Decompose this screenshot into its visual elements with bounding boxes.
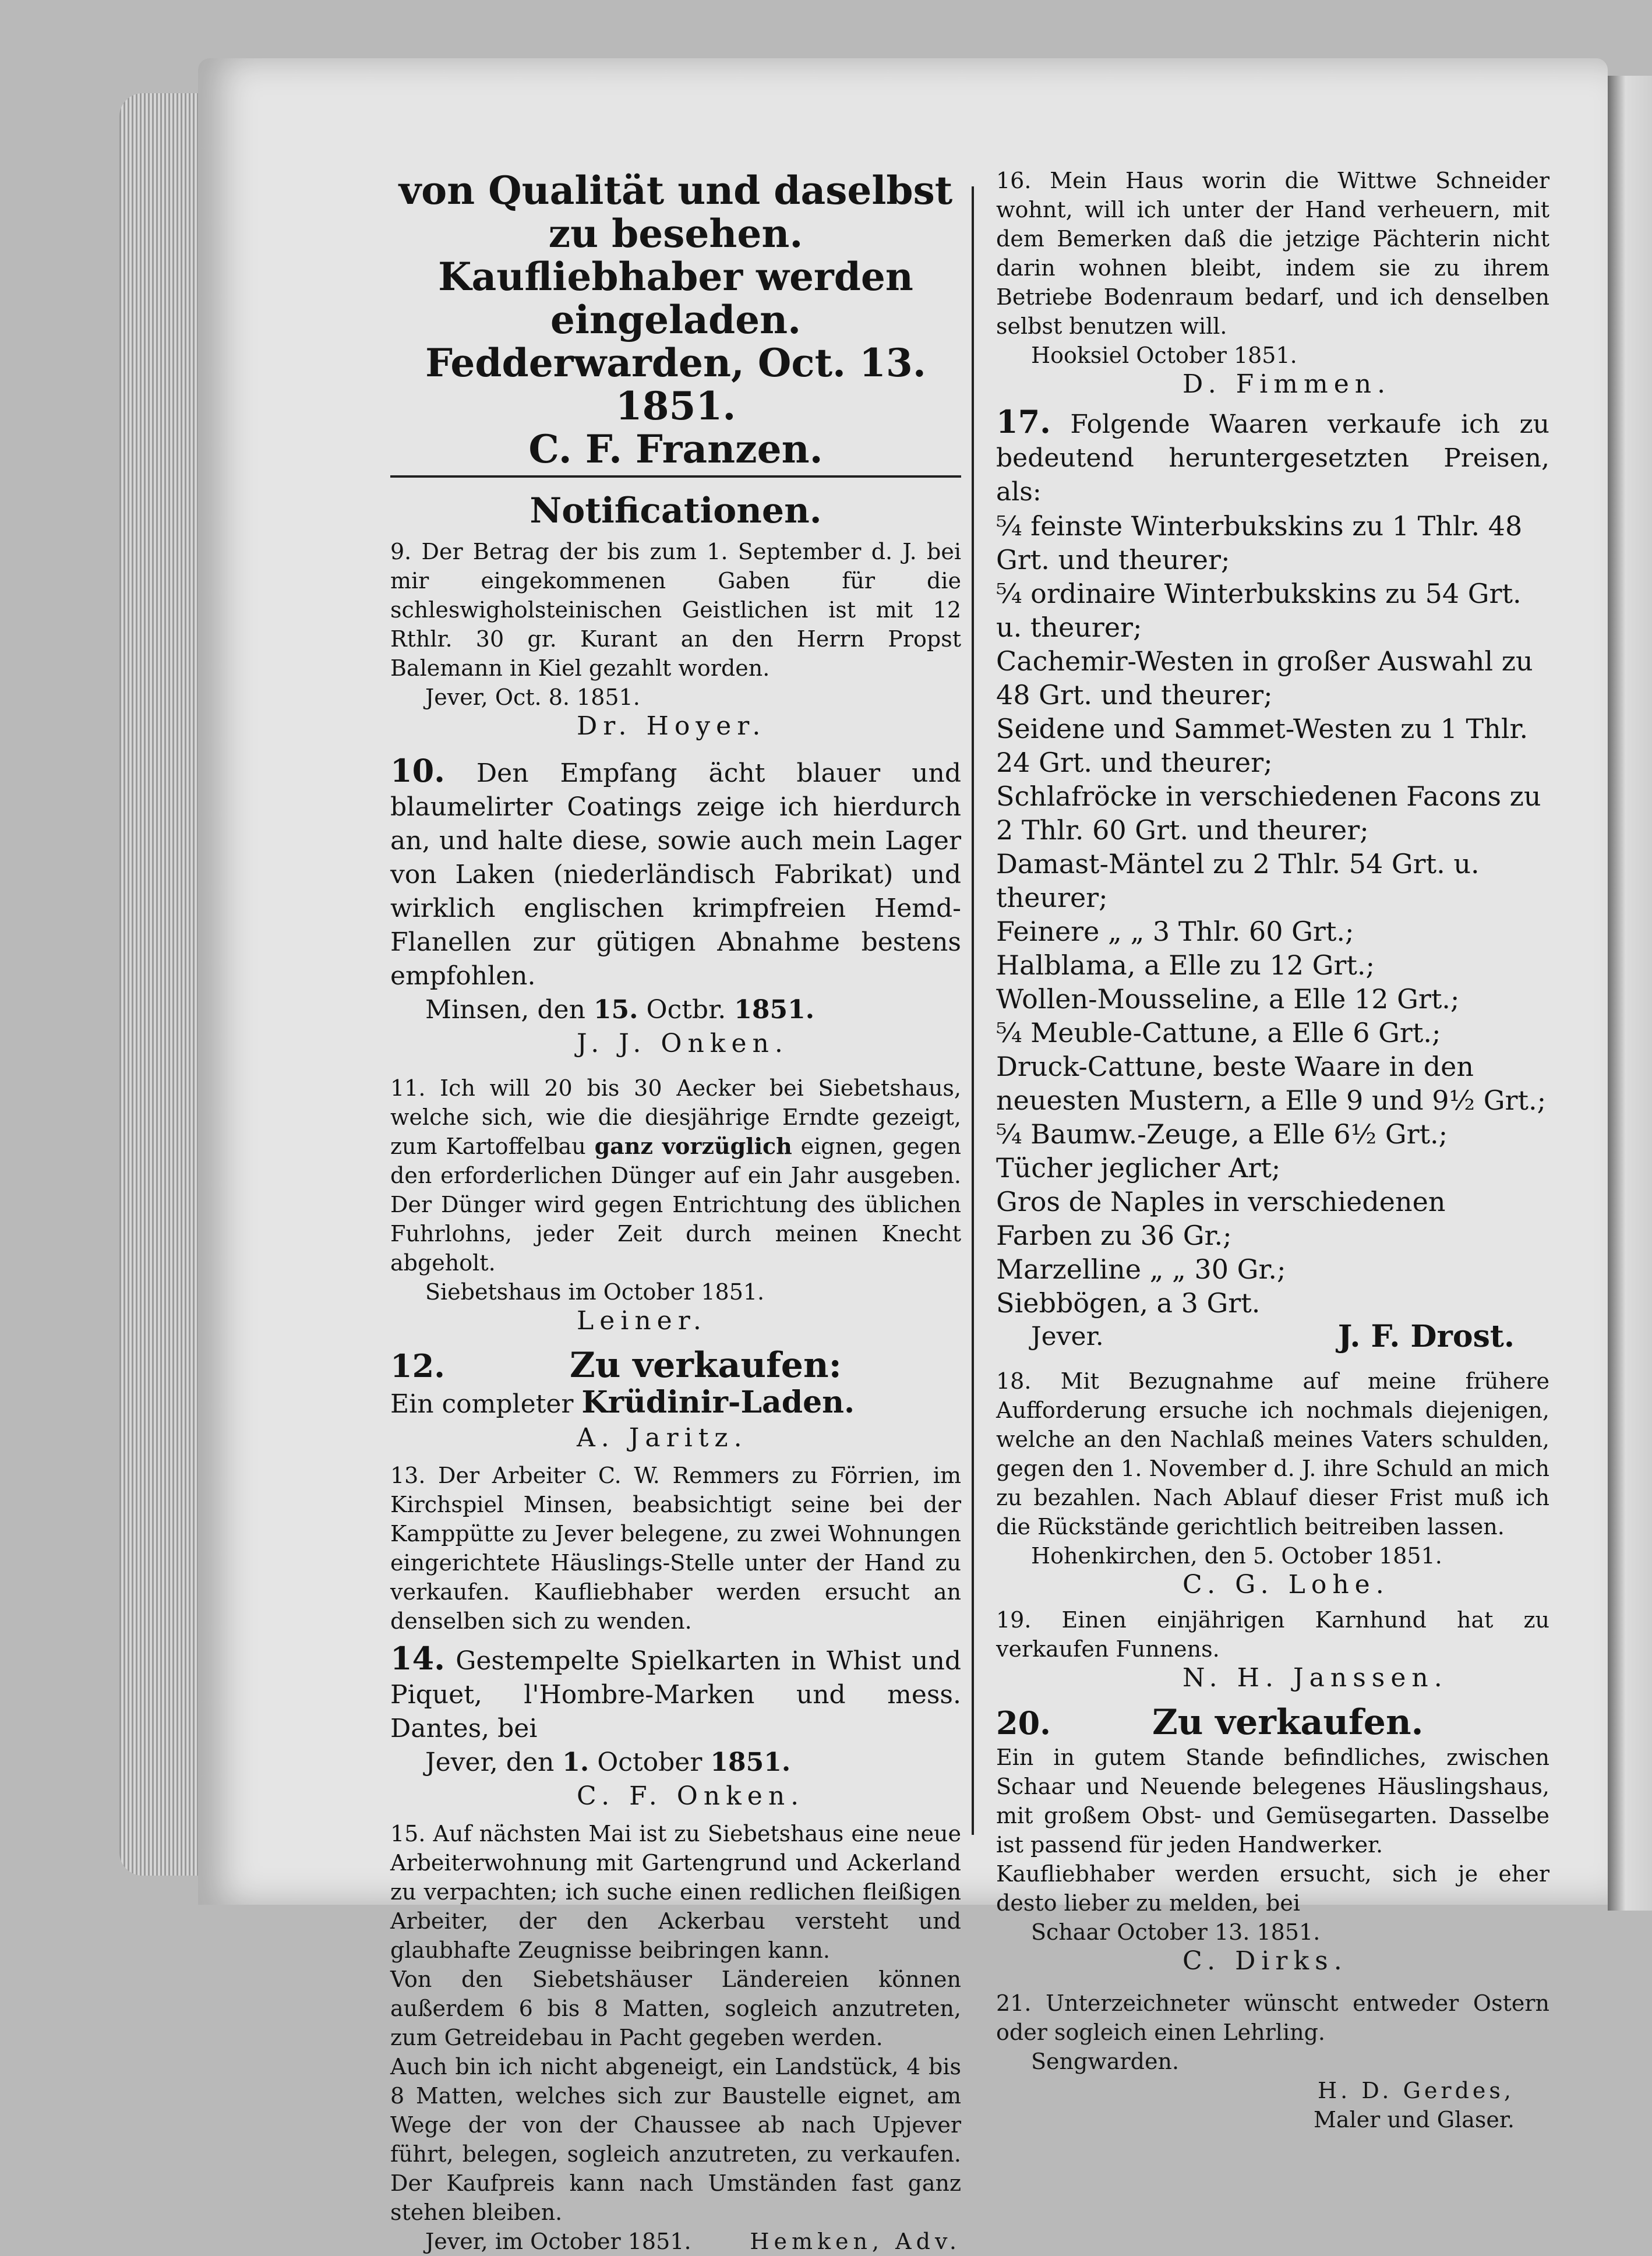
notice-15 (390, 1819, 961, 2256)
notice-place-date: Hooksiel October 1851. (1031, 343, 1297, 368)
notice-signer: J. F. Drost. (1337, 1319, 1515, 1354)
notice-place-date: Jever, Oct. 8. 1851. (425, 684, 640, 710)
notice-text: 9. Der Betrag der bis zum 1. September d. J. bei mir eingekommenen Gaben für die schleswigholsteinischen Geistlichen ist mit 12 Rthlr. 30 gr. Kurant an den Herrn Propst Balemann in Kiel gezahlt worden. (390, 539, 961, 681)
price-item: ⁵⁄₄ Meuble-Cattune, a Elle 6 Grt.; (996, 1017, 1441, 1048)
notice-20 (996, 1702, 1549, 1976)
notice-11 (390, 1074, 961, 1336)
notice-signer: D. Fimmen. (1182, 369, 1392, 399)
notice-9 (390, 537, 961, 741)
notice-place-date: Hohenkirchen, den 5. October 1851. (1031, 1543, 1442, 1569)
notice-19 (996, 1605, 1549, 1693)
horizontal-rule (390, 475, 961, 478)
price-item: Druck-Cattune, beste Waare in den neuesten Mustern, a Elle 9 und 9½ Grt.; (996, 1051, 1547, 1116)
notice-place-date (390, 993, 961, 1027)
price-item: Seidene und Sammet-Westen zu 1 Thlr. 24 Grt. und theurer; (996, 713, 1529, 778)
notice-text: eignen, gegen den erforderlichen Dünger auf ein Jahr ausgeben. Der Dünger wird gegen Entrichtung des üblichen Fuhrlohns, jeder Zeit durch meinen Knecht abgeholt. (390, 1134, 961, 1276)
notice-signer-title: Maler und Glaser. (1313, 2107, 1515, 2133)
notice-text: 11. Ich will 20 bis 30 Aecker bei Siebetshaus, welche sich, wie die diesjährige Erndte gezeigt, zum Kartoffelbau (390, 1075, 961, 1159)
left-column (390, 169, 961, 2256)
notice-text: Ein in gutem Stande befindliches, zwischen Schaar und Neuende belegenes Häuslingshaus, mit großem Obst- und Gemüsegarten. Dasselbe ist passend für jeden Handwerker. (996, 1745, 1549, 1858)
notice-number: 12. (390, 1347, 445, 1385)
notice-number: 10. (390, 752, 445, 789)
price-item: Gros de Naples in verschiedenen Farben zu 36 Gr.; (996, 1186, 1446, 1251)
price-item: Cachemir-Westen in großer Auswahl zu 48 Grt. und theurer; (996, 645, 1533, 711)
header-line: Kaufliebhaber werden eingeladen. (438, 254, 913, 343)
right-column (996, 166, 1549, 2134)
notice-signer: C. G. Lohe. (1182, 1570, 1390, 1600)
notice-signer: C. Dirks. (1182, 1946, 1348, 1976)
price-item: Schlafröcke in verschiedenen Facons zu 2 Thlr. 60 Grt. und theurer; (996, 781, 1541, 846)
notice-10 (390, 754, 961, 1061)
price-item: Wollen-Mousseline, a Elle 12 Grt.; (996, 983, 1460, 1015)
price-item: Feinere „ „ 3 Thlr. 60 Grt.; (996, 916, 1354, 947)
notice-text: 13. Der Arbeiter C. W. Remmers zu Förrien, im Kirchspiel Minsen, beabsichtigt seine bei der Kamppütte zu Jever belegene, zu zwei Wohnungen eingerichtete Häuslings-Stelle unter der Hand zu verkaufen. Kaufliebhaber werden ersucht an denselben sich zu wenden. (390, 1463, 961, 1634)
notice-signer: A. Jaritz. (577, 1423, 748, 1453)
notice-place-date: Sengwarden. (1031, 2049, 1180, 2074)
notice-text: Von den Siebetshäuser Ländereien können außerdem 6 bis 8 Matten, sogleich anzutreten, zum Getreidebau in Pacht gegeben werden. (390, 1967, 961, 2050)
notice-signer: Dr. Hoyer. (577, 711, 767, 741)
notice-signer: Hemken, Adv. (750, 2229, 961, 2254)
notice-12 (390, 1345, 961, 1455)
notice-signer: C. F. Onken. (577, 1781, 805, 1811)
notice-footer (996, 1320, 1549, 1354)
notice-text: 19. Einen einjährigen Karnhund hat zu verkaufen Funnens. (996, 1607, 1549, 1662)
column-divider (972, 186, 974, 1835)
emphasis-text: ganz vorzüglich (594, 1133, 792, 1159)
notice-signer: N. H. Janssen. (1182, 1663, 1448, 1693)
notice-number: 14. (390, 1640, 445, 1677)
notice-number: 17. (996, 403, 1051, 440)
continued-ad-header (390, 169, 961, 471)
notice-21 (996, 1989, 1549, 2134)
notice-emphasis: Krüdinir-Laden. (581, 1385, 855, 1420)
date-day: 1. (562, 1747, 590, 1777)
price-item: Damast-Mäntel zu 2 Thlr. 54 Grt. u. theurer; (996, 848, 1480, 913)
place-text: Jever, den (425, 1747, 555, 1777)
price-item: Marzelline „ „ 30 Gr.; (996, 1254, 1286, 1285)
notice-text: 21. Unterzeichneter wünscht entweder Ostern oder sogleich einen Lehrling. (996, 1990, 1549, 2045)
notice-16 (996, 166, 1549, 399)
notice-heading: Zu verkaufen: (569, 1345, 842, 1386)
date-month: Octbr. (646, 995, 726, 1025)
facing-page-edge (1608, 76, 1652, 1911)
notice-place-date: Jever. (1031, 1322, 1104, 1351)
notice-place-date (390, 1746, 961, 1780)
price-item: Siebbögen, a 3 Grt. (996, 1287, 1261, 1319)
notice-text: 16. Mein Haus worin die Wittwe Schneider wohnt, will ich unter der Hand verheuern, mit dem Bemerken daß die jetzige Pächterin nicht darin wohnen bleibt, indem sie zu ihrem Betriebe Bodenraum bedarf, und ich denselben selbst benutzen will. (996, 168, 1549, 339)
notice-heading: Zu verkaufen. (1152, 1702, 1424, 1743)
notice-place-date: Schaar October 13. 1851. (1031, 1919, 1321, 1945)
notice-number: 20. (996, 1704, 1051, 1742)
place-text: Minsen, den (425, 995, 585, 1025)
notice-text: Gestempelte Spielkarten in Whist und Piquet, l'Hombre-Marken und mess. Dantes, bei (390, 1646, 961, 1743)
price-item: Tücher jeglicher Art; (996, 1152, 1281, 1184)
price-item: ⁵⁄₄ Baumw.-Zeuge, a Elle 6½ Grt.; (996, 1118, 1448, 1150)
date-year: 1851. (710, 1747, 791, 1777)
notice-17 (996, 405, 1549, 1354)
price-item: Halblama, a Elle zu 12 Grt.; (996, 949, 1375, 981)
notice-place-date: Siebetshaus im October 1851. (425, 1279, 765, 1305)
price-item: ⁵⁄₄ ordinaire Winterbukskins zu 54 Grt. u. theurer; (996, 578, 1522, 643)
notice-text: Auch bin ich nicht abgeneigt, ein Landstück, 4 bis 8 Matten, welches sich zur Baustelle eignet, am Wege der von der Chaussee ab nach Upjever führt, belegen, sogleich anzutreten, zu verkaufen. Der Kaufpreis kann nach Umständen fast ganz stehen bleiben. (390, 2054, 961, 2225)
date-day: 15. (593, 995, 638, 1025)
notice-text: 15. Auf nächsten Mai ist zu Siebetshaus eine neue Arbeiterwohnung mit Gartengrund und Ackerland zu verpachten; ich suche einen redlichen fleißigen Arbeiter, der den Ackerbau versteht und glaubhafte Zeugnisse beibringen kann. (390, 1821, 961, 1963)
notice-text: Den Empfang ächt blauer und blaumelirter Coatings zeige ich hierdurch an, und halte diese, sowie auch mein Lager von Laken (niederländisch Fabrikat) und wirklich englischen krimpfreien Hemd-Flanellen zur gütigen Abnahme bestens empfohlen. (390, 758, 961, 991)
notice-text: Ein completer (390, 1389, 574, 1419)
date-month: October (597, 1747, 703, 1777)
notice-text: 18. Mit Bezugnahme auf meine frühere Aufforderung ersuche ich nochmals diejenigen, welche an den Nachlaß meines Vaters schulden, gegen den 1. November d. J. ihre Schuld an mich zu bezahlen. Nach Ablauf dieser Frist muß ich die Rückstände gerichtlich beitreiben lassen. (996, 1368, 1549, 1540)
price-list (996, 509, 1549, 1320)
notice-signer: H. D. Gerdes, (1318, 2078, 1515, 2103)
notice-place-date: Jever, im October 1851. (425, 2229, 691, 2254)
notice-signer: Leiner. (577, 1306, 707, 1336)
notice-18 (996, 1367, 1549, 1600)
price-item: ⁵⁄₄ feinste Winterbukskins zu 1 Thlr. 48 Grt. und theurer; (996, 510, 1523, 576)
section-heading: Notificationen. (530, 490, 822, 531)
notice-text: Kaufliebhaber werden ersucht, sich je eher desto lieber zu melden, bei (996, 1861, 1549, 1916)
notice-13 (390, 1461, 961, 1636)
header-line: Fedderwarden, Oct. 13. 1851. (425, 340, 926, 429)
date-year: 1851. (734, 995, 815, 1025)
notice-text: Folgende Waaren verkaufe ich zu bedeutend heruntergesetzten Preisen, als: (996, 409, 1549, 507)
header-line: von Qualität und daselbst zu besehen. (398, 168, 953, 256)
notice-14 (390, 1641, 961, 1813)
notice-signer: J. J. Onken. (577, 1029, 789, 1058)
header-line: C. F. Franzen. (528, 426, 823, 472)
notice-footer (390, 2227, 961, 2256)
